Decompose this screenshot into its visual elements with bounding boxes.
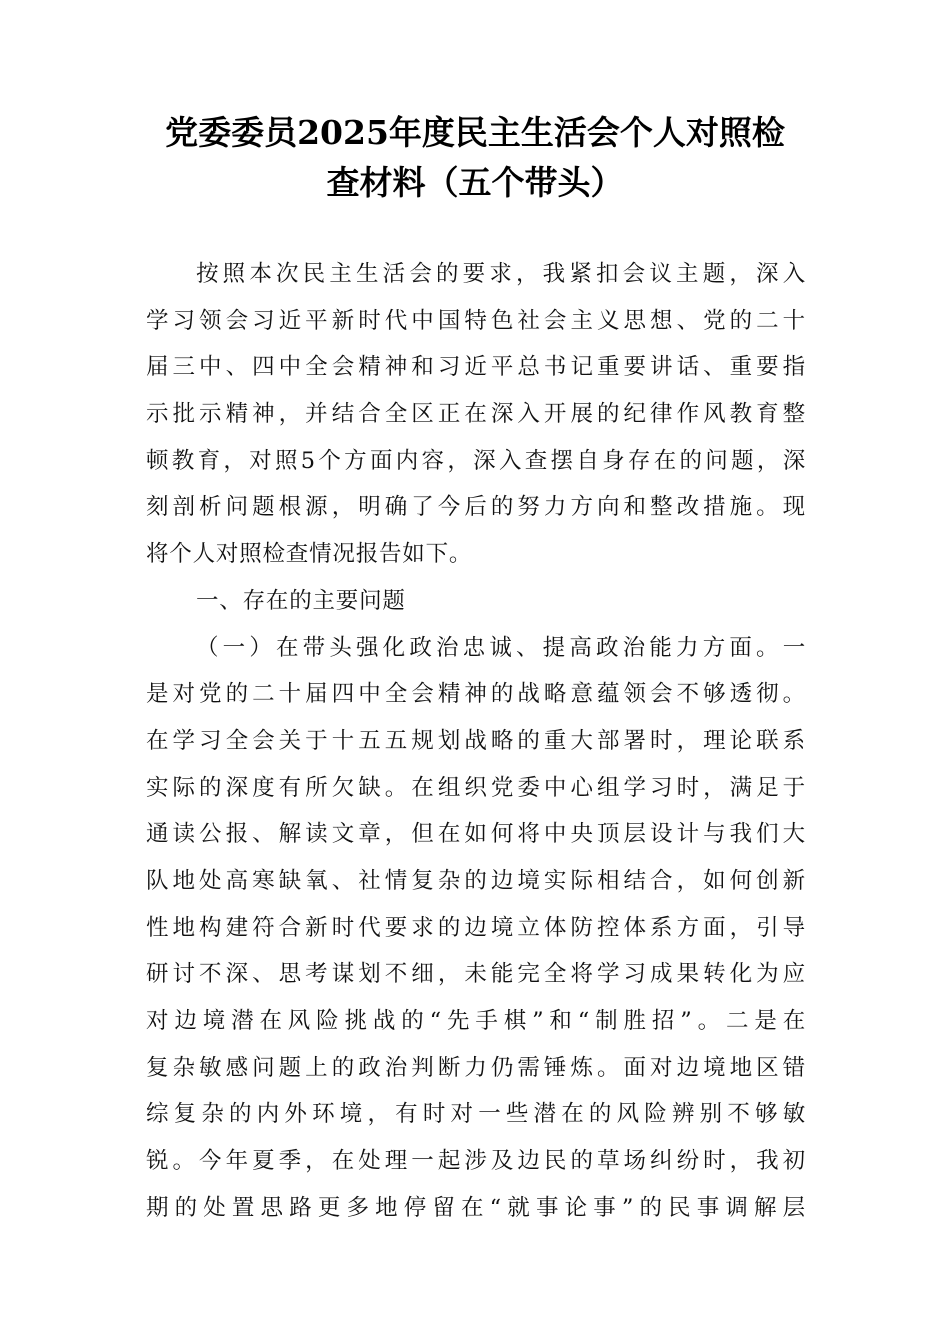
intro-line: 按照本次民主生活会的要求，我紧扣会议主题，深入 — [196, 261, 806, 287]
section-line: 实际的深度有所欠缺。在组织党委中心组学习时，满足于 — [146, 774, 806, 801]
intro-line: 示批示精神，并结合全区正在深入开展的纪律作风教育整 — [146, 401, 806, 428]
section-line: 锐。今年夏季，在处理一起涉及边民的草场纠纷时，我初 — [146, 1148, 806, 1175]
section-line: 研讨不深、思考谋划不细，未能完全将学习成果转化为应 — [146, 961, 806, 988]
section-line: 性地构建符合新时代要求的边境立体防控体系方面，引导 — [146, 914, 806, 941]
title-line-2: 查材料（五个带头） — [326, 163, 624, 202]
intro-line: 学习领会习近平新时代中国特色社会主义思想、党的二十 — [146, 307, 806, 334]
section-line: 在学习全会关于十五五规划战略的重大部署时，理论联系 — [146, 727, 806, 754]
section-line: 期的处置思路更多地停留在“就事论事”的民事调解层 — [146, 1194, 806, 1221]
section-line: 通读公报、解读文章，但在如何将中央顶层设计与我们大 — [146, 821, 806, 848]
document-body — [146, 251, 806, 1231]
intro-line: 刻剖析问题根源，明确了今后的努力方向和整改措施。现 — [146, 494, 806, 521]
section-line: 是对党的二十届四中全会精神的战略意蕴领会不够透彻。 — [146, 681, 806, 708]
document-title — [100, 108, 850, 208]
section-line: 队地处高寒缺氧、社情复杂的边境实际相结合，如何创新 — [146, 867, 806, 894]
section-heading: 一、存在的主要问题 — [196, 587, 406, 614]
section-line: 综复杂的内外环境，有时对一些潜在的风险辨别不够敏 — [146, 1101, 806, 1128]
section-line: 复杂敏感问题上的政治判断力仍需锤炼。面对边境地区错 — [146, 1054, 806, 1081]
title-line-1: 党委委员2025年度民主生活会个人对照检 — [165, 113, 785, 152]
intro-line: 将个人对照检查情况报告如下。 — [146, 541, 473, 568]
section-line: （一）在带头强化政治忠诚、提高政治能力方面。一 — [196, 634, 806, 661]
section-line: 对边境潜在风险挑战的“先手棋”和“制胜招”。二是在 — [146, 1008, 806, 1034]
intro-line: 顿教育，对照5个方面内容，深入查摆自身存在的问题，深 — [146, 447, 806, 474]
intro-line: 届三中、四中全会精神和习近平总书记重要讲话、重要指 — [146, 354, 806, 381]
